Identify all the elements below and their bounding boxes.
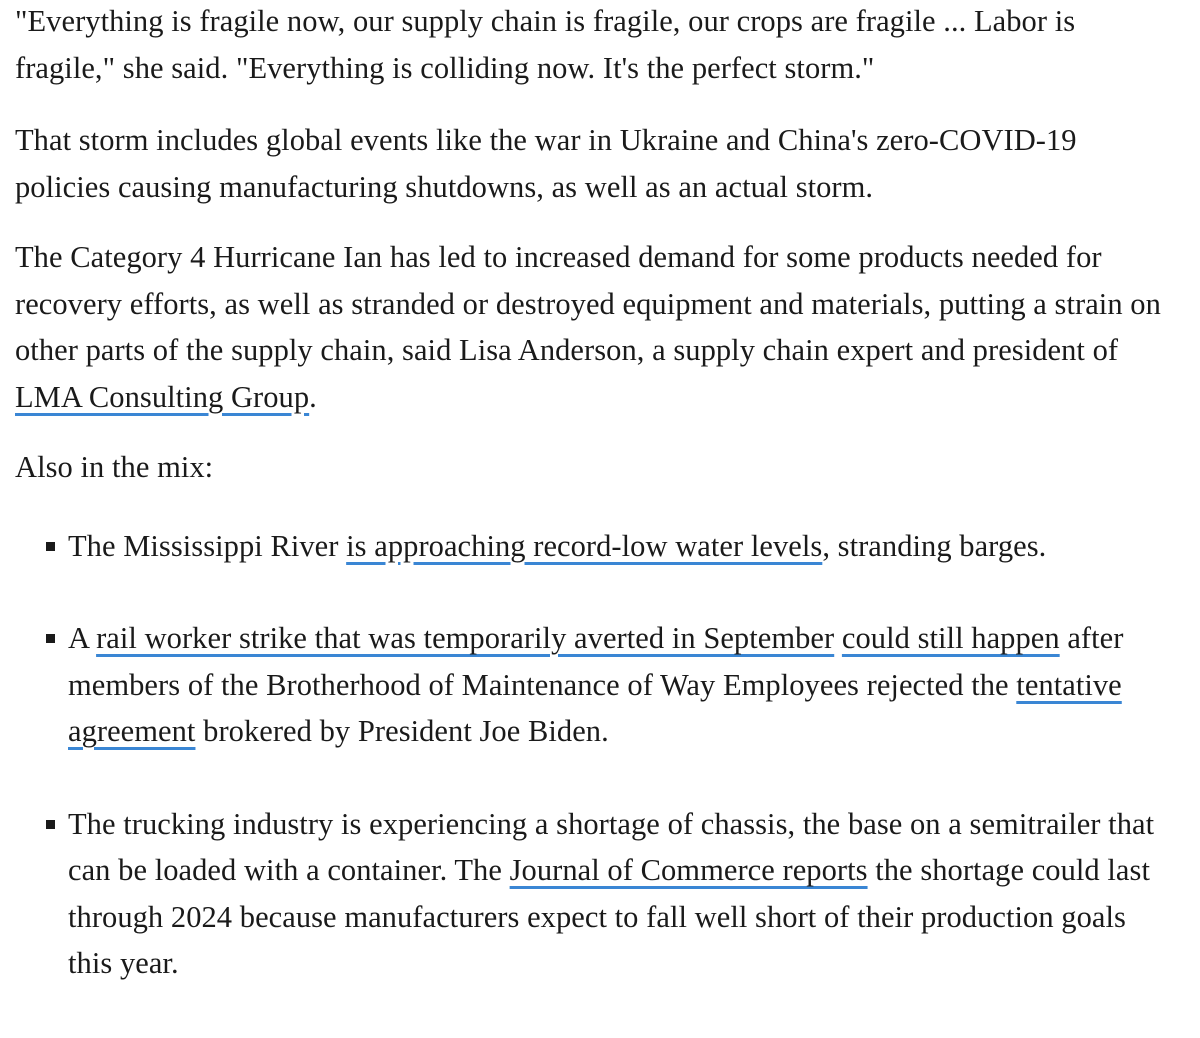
storm-paragraph: That storm includes global events like the war in Ukraine and China's zero-COVID-19 policies causing manufacturing shutdowns, as well as an actual storm. xyxy=(15,123,1077,204)
rail-strike-averted-link[interactable]: rail worker strike that was temporarily averted in September xyxy=(96,621,835,655)
mississippi-water-levels-link[interactable]: is approaching record-low water levels xyxy=(346,528,823,563)
list-item xyxy=(15,801,1175,987)
mix-list xyxy=(15,523,1175,987)
hurricane-text-end: . xyxy=(309,379,317,414)
journal-of-commerce-link[interactable]: Journal of Commerce reports xyxy=(509,853,868,887)
list-item-text: The trucking industry is experiencing a shortage of chassis, the base on a semitrailer that can be loaded with a container. The xyxy=(68,806,1155,887)
list-item-text: , stranding barges. xyxy=(822,528,1047,563)
hurricane-text: The Category 4 Hurricane Ian has led to increased demand for some products needed for recovery efforts, as well as stranded or destroyed equipment and materials, putting a strain on other parts of the supply chain, said Lisa Anderson, a supply chain expert and president of xyxy=(15,240,1161,367)
article-body xyxy=(15,0,1175,987)
list-item xyxy=(15,523,1175,570)
bullet-icon xyxy=(46,542,55,551)
list-item-text: the shortage could last through 2024 because manufacturers expect to fall well short of their production goals this year. xyxy=(68,853,1150,980)
quote-paragraph: "Everything is fragile now, our supply chain is fragile, our crops are fragile ... Labor is fragile," she said. "Everything is colliding now. It's the perfect storm." xyxy=(15,4,1076,85)
could-still-happen-link[interactable]: could still happen xyxy=(841,621,1060,655)
tentative-agreement-link[interactable]: tentative agreement xyxy=(68,667,1122,748)
lma-consulting-link[interactable]: LMA Consulting Group xyxy=(15,379,310,414)
list-item xyxy=(15,615,1175,755)
hurricane-paragraph xyxy=(15,234,1175,420)
bullet-icon xyxy=(46,820,55,829)
mix-intro: Also in the mix: xyxy=(15,450,214,484)
bullet-icon xyxy=(46,634,55,643)
list-item-text: A xyxy=(68,621,97,655)
list-item-text: after members of the Brotherhood of Maintenance of Way Employees rejected the xyxy=(68,621,1124,702)
list-item-text: brokered by President Joe Biden. xyxy=(195,714,609,748)
list-item-text xyxy=(834,621,842,655)
list-item-text: The Mississippi River xyxy=(68,528,347,563)
